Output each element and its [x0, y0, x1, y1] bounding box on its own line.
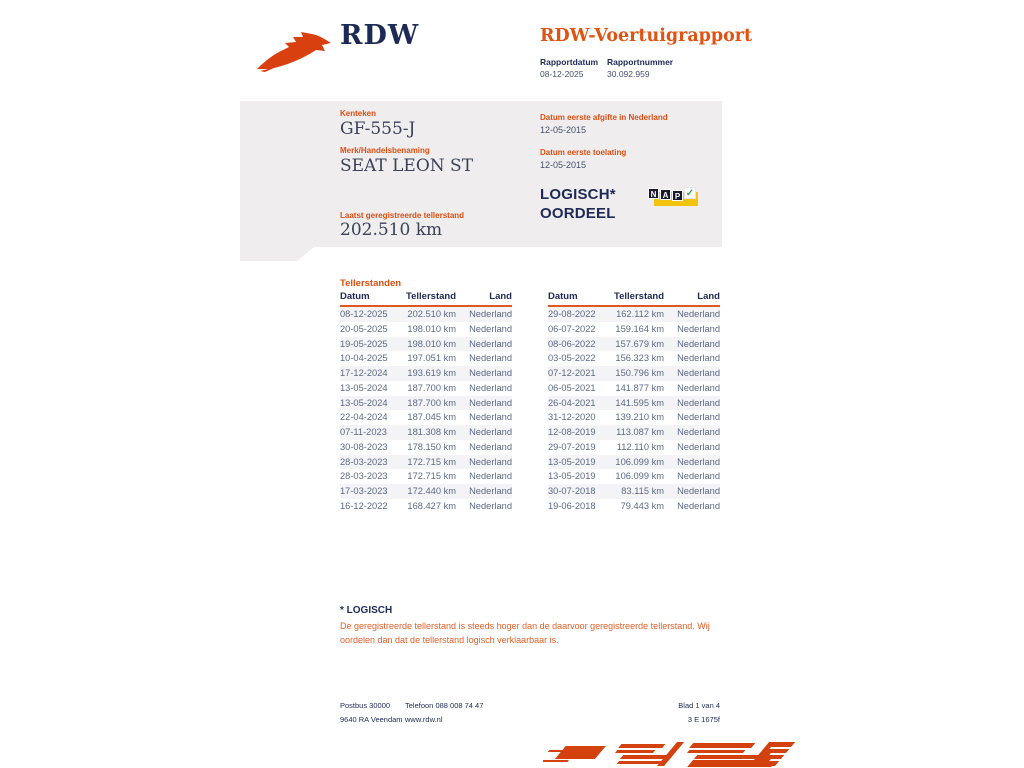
cell-datum: 13-05-2024 — [340, 397, 388, 408]
cell-datum: 30-08-2023 — [340, 441, 388, 452]
cell-datum: 28-03-2023 — [340, 471, 388, 482]
table-body — [548, 307, 720, 514]
odometer-table-left — [340, 291, 512, 514]
oordeel-line1: LOGISCH* — [540, 186, 616, 203]
cell-tellerstand: 202.510 km — [407, 309, 456, 319]
table-row — [340, 410, 512, 425]
cell-datum: 29-08-2022 — [548, 309, 596, 319]
nap-letter-p: P — [672, 190, 683, 201]
table-row — [548, 307, 720, 322]
tellerstand-value: 202.510 km — [340, 220, 443, 240]
nap-letter-n: N — [648, 188, 659, 199]
tellerstanden-title: Tellerstanden — [340, 278, 402, 289]
cell-land: Nederland — [469, 427, 512, 437]
oordeel-verdict — [540, 185, 616, 223]
merk-label: Merk/Handelsbenaming — [340, 146, 430, 155]
col-header-datum: Datum — [548, 291, 578, 302]
cell-datum: 12-08-2019 — [548, 427, 596, 437]
afgifte-label: Datum eerste afgifte in Nederland — [540, 113, 668, 122]
cell-datum: 28-03-2023 — [340, 456, 388, 467]
cell-tellerstand: 197.051 km — [407, 353, 456, 364]
cell-datum: 06-05-2021 — [548, 382, 596, 393]
cell-tellerstand: 168.427 km — [407, 500, 456, 511]
rdw-wing-logo-icon — [256, 26, 332, 72]
cell-land: Nederland — [469, 486, 512, 496]
rdw-wordmark: RDW — [340, 20, 420, 51]
nap-checkmark-icon: ✓ — [685, 188, 695, 199]
cell-datum: 03-05-2022 — [548, 353, 596, 364]
rapportnummer-value: 30.092.959 — [607, 69, 650, 79]
cell-tellerstand: 178.150 km — [407, 441, 456, 452]
toelating-label: Datum eerste toelating — [540, 148, 627, 157]
cell-tellerstand: 172.440 km — [407, 486, 456, 496]
cell-land: Nederland — [469, 353, 512, 364]
cell-land: Nederland — [469, 412, 512, 423]
cell-datum: 13-05-2019 — [548, 456, 596, 467]
cell-datum: 26-04-2021 — [548, 397, 596, 408]
table-row — [340, 455, 512, 470]
cell-land: Nederland — [677, 368, 720, 378]
table-row — [548, 484, 720, 499]
cell-land: Nederland — [677, 486, 720, 496]
cell-datum: 06-07-2022 — [548, 323, 596, 334]
table-row — [340, 307, 512, 322]
cell-land: Nederland — [677, 353, 720, 364]
odometer-table-right — [548, 291, 720, 514]
footer-address — [340, 699, 403, 727]
cell-tellerstand: 106.099 km — [615, 471, 664, 482]
table-body — [340, 307, 512, 514]
kenteken-label: Kenteken — [340, 109, 377, 118]
cell-tellerstand: 141.877 km — [615, 382, 664, 393]
cell-land: Nederland — [677, 323, 720, 334]
cell-datum: 31-12-2020 — [548, 412, 596, 423]
cell-datum: 16-12-2022 — [340, 500, 388, 511]
table-row — [340, 322, 512, 337]
cell-tellerstand: 198.010 km — [407, 338, 456, 349]
table-row — [548, 455, 720, 470]
cell-tellerstand: 198.010 km — [407, 323, 456, 334]
table-row — [548, 322, 720, 337]
cell-land: Nederland — [677, 338, 720, 349]
footer-page-info — [620, 699, 720, 727]
rapportdatum-value: 08-12-2025 — [540, 69, 584, 79]
col-header-tellerstand: Tellerstand — [406, 291, 456, 302]
footer-website: www.rdw.nl — [405, 715, 443, 724]
oordeel-line2: OORDEEL — [540, 205, 616, 222]
col-header-land: Land — [489, 291, 512, 302]
cell-land: Nederland — [469, 382, 512, 393]
cell-tellerstand: 79.443 km — [620, 500, 664, 511]
nap-letter-a: A — [660, 189, 671, 200]
cell-land: Nederland — [469, 368, 512, 378]
footer-form-code: 3 E 1675f — [687, 715, 720, 724]
table-header-row — [548, 291, 720, 307]
table-row — [340, 425, 512, 440]
table-row — [340, 396, 512, 411]
cell-datum: 19-06-2018 — [548, 500, 596, 511]
table-row — [548, 381, 720, 396]
cell-land: Nederland — [677, 412, 720, 423]
cell-datum: 17-03-2023 — [340, 486, 388, 496]
footer-address-line1: Postbus 30000 — [340, 701, 391, 710]
footer-address-line2: 9640 RA Veendam — [340, 715, 403, 724]
cell-tellerstand: 106.099 km — [615, 456, 664, 467]
cell-datum: 07-12-2021 — [548, 368, 596, 378]
table-row — [548, 469, 720, 484]
toelating-value: 12-05-2015 — [540, 160, 587, 170]
cell-datum: 20-05-2025 — [340, 323, 388, 334]
cell-datum: 17-12-2024 — [340, 368, 388, 378]
wing-stripes-decoration-icon — [543, 741, 805, 768]
cell-land: Nederland — [469, 338, 512, 349]
logisch-footnote-heading: * LOGISCH — [340, 605, 393, 616]
footer-contact — [405, 699, 483, 727]
cell-datum: 08-06-2022 — [548, 338, 596, 349]
cell-tellerstand: 113.087 km — [616, 427, 664, 437]
table-row — [548, 425, 720, 440]
table-row — [340, 381, 512, 396]
cell-tellerstand: 187.700 km — [407, 397, 456, 408]
table-row — [340, 440, 512, 455]
cell-land: Nederland — [469, 456, 512, 467]
table-row — [548, 410, 720, 425]
cell-land: Nederland — [677, 456, 720, 467]
col-header-land: Land — [697, 291, 720, 302]
cell-datum: 22-04-2024 — [340, 412, 388, 423]
cell-tellerstand: 139.210 km — [615, 412, 664, 423]
col-header-tellerstand: Tellerstand — [614, 291, 664, 302]
cell-datum: 13-05-2024 — [340, 382, 388, 393]
vehicle-info-box — [240, 101, 722, 261]
table-row — [340, 351, 512, 366]
cell-land: Nederland — [677, 427, 720, 437]
footer-page-number: Blad 1 van 4 — [678, 701, 720, 710]
cell-land: Nederland — [469, 471, 512, 482]
footer-phone: Telefoon 088 008 74 47 — [405, 701, 484, 710]
table-row — [340, 484, 512, 499]
cell-land: Nederland — [677, 382, 720, 393]
table-header-row — [340, 291, 512, 307]
cell-tellerstand: 172.715 km — [407, 456, 456, 467]
table-row — [548, 499, 720, 514]
cell-tellerstand: 162.112 km — [616, 309, 664, 319]
cell-land: Nederland — [469, 441, 512, 452]
table-row — [548, 440, 720, 455]
cell-tellerstand: 193.619 km — [407, 368, 456, 378]
merk-value: SEAT LEON ST — [340, 156, 474, 176]
cell-land: Nederland — [677, 309, 720, 319]
table-row — [340, 337, 512, 352]
cell-tellerstand: 112.110 km — [616, 441, 664, 452]
table-row — [548, 351, 720, 366]
cell-tellerstand: 181.308 km — [407, 427, 456, 437]
table-row — [340, 469, 512, 484]
col-header-datum: Datum — [340, 291, 370, 302]
page-title: RDW-Voertuigrapport — [540, 26, 753, 46]
rapportnummer-label: Rapportnummer — [607, 57, 674, 67]
cell-tellerstand: 141.595 km — [615, 397, 664, 408]
logisch-footnote-body: De geregistreerde tellerstand is steeds hoger dan de daarvoor geregistreerde tellerstand. Wij oordelen dan dat de tellerstand logisch verklaarbaar is. — [340, 621, 710, 645]
cell-datum: 29-07-2019 — [548, 441, 596, 452]
table-row — [548, 337, 720, 352]
tellerstand-label: Laatst geregistreerde tellerstand — [340, 211, 465, 220]
cell-tellerstand: 159.164 km — [615, 323, 664, 334]
cell-tellerstand: 156.323 km — [615, 353, 664, 364]
cell-land: Nederland — [677, 500, 720, 511]
kenteken-value: GF-555-J — [340, 119, 416, 139]
table-row — [548, 396, 720, 411]
cell-datum: 30-07-2018 — [548, 486, 596, 496]
cell-tellerstand: 187.700 km — [407, 382, 456, 393]
cell-land: Nederland — [469, 500, 512, 511]
cell-land: Nederland — [469, 323, 512, 334]
cell-datum: 07-11-2023 — [340, 427, 387, 437]
cell-tellerstand: 83.115 km — [621, 486, 664, 496]
cell-land: Nederland — [677, 441, 720, 452]
afgifte-value: 12-05-2015 — [540, 125, 587, 135]
nap-logo-icon — [648, 184, 700, 209]
cell-land: Nederland — [677, 471, 720, 482]
cell-land: Nederland — [469, 397, 512, 408]
rapportdatum-label: Rapportdatum — [540, 57, 599, 67]
cell-datum: 10-04-2025 — [340, 353, 388, 364]
cell-tellerstand: 157.679 km — [615, 338, 664, 349]
cell-tellerstand: 150.796 km — [615, 368, 664, 378]
cell-tellerstand: 187.045 km — [407, 412, 456, 423]
cell-datum: 08-12-2025 — [340, 309, 388, 319]
cell-land: Nederland — [469, 309, 512, 319]
table-row — [548, 366, 720, 381]
cell-datum: 13-05-2019 — [548, 471, 596, 482]
cell-datum: 19-05-2025 — [340, 338, 388, 349]
cell-land: Nederland — [677, 397, 720, 408]
table-row — [340, 499, 512, 514]
table-row — [340, 366, 512, 381]
cell-tellerstand: 172.715 km — [407, 471, 456, 482]
